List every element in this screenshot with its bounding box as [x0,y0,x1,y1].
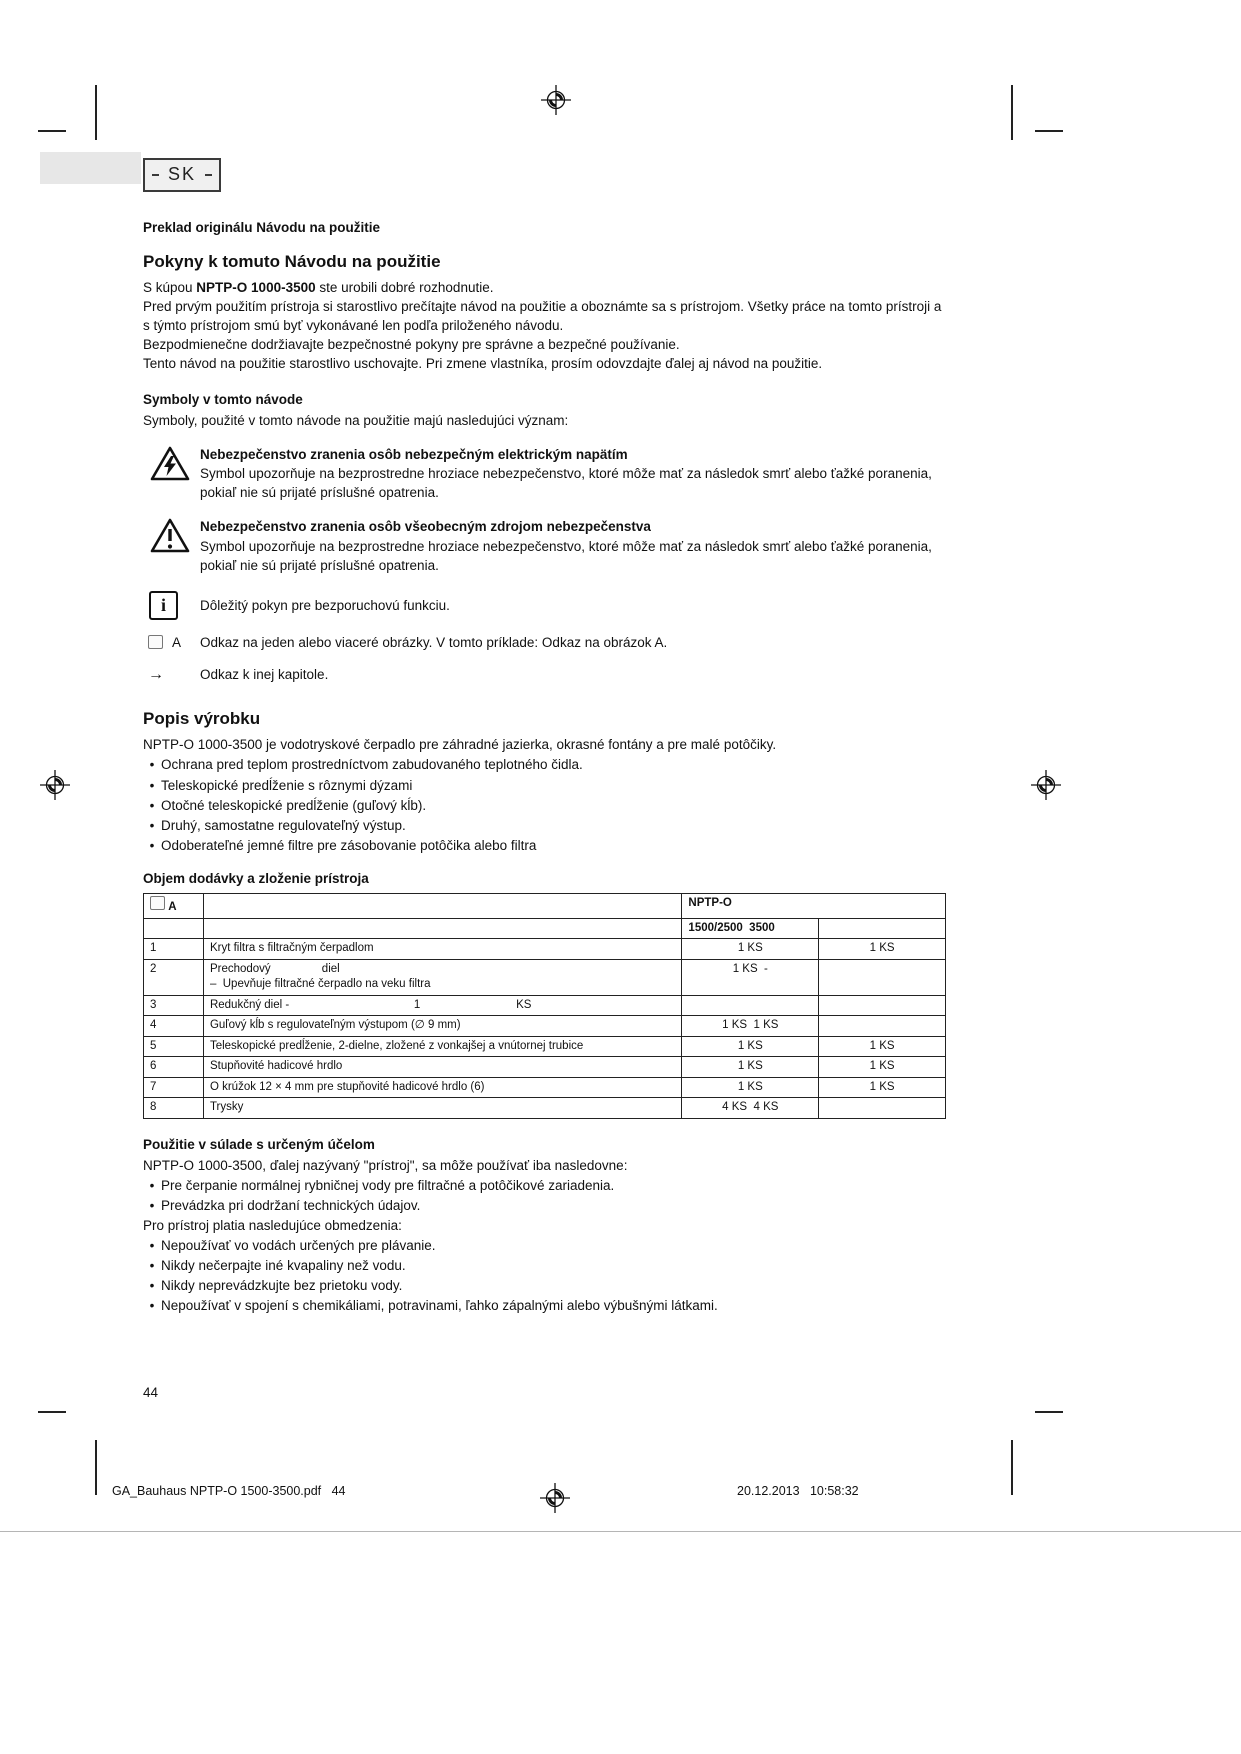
symbol-general-body [200,517,946,574]
figure-reference-label [143,633,200,652]
table-row [144,959,946,995]
restriction-bullet-text: Nikdy neprevádzkujte bez prietoku vody. [161,1278,403,1294]
symbol-general-title: Nebezpečenstvo zranenia osôb všeobecným zdrojom nebezpečenstva [200,519,651,535]
table-header-row-1 [144,894,946,919]
intro-paragraph-3: Bezpodmienečne dodržiavajte bezpečnostné pokyny pre správne a bezpečné používanie. [143,337,680,353]
reference-chapter-row [143,665,946,684]
figure-reference-letter: A [172,634,182,650]
registration-mark-top-icon [541,85,571,115]
figure-checkbox-icon [148,635,163,649]
usage-bullet [143,1196,946,1215]
row-number: 1 [144,939,204,960]
table-header-figure-letter: A [168,901,177,914]
row-qty-1: 1 KS [682,1057,819,1078]
row-number: 2 [144,959,204,995]
crop-mark-left-bottom [38,1411,66,1413]
description-bullet [143,776,946,795]
chapter-reference-text: Odkaz k inej kapitole. [200,666,329,682]
delivery-scope-table [143,893,946,1119]
intro-paragraph-2: Pred prvým použitím prístroja si starostlivo prečítajte návod na použitie a oboznámte sa s prístrojom. Všetky práce na tomto prístroji a s týmto prístrojom smú byť vykonávané len podľa priloženého návodu. [143,298,942,334]
row-qty-2 [819,959,946,995]
general-warning-icon [143,517,200,574]
usage-bullet-text: Prevádzka pri dodržaní technických údajov. [161,1198,421,1214]
bullet-icon: • [149,757,155,773]
row-number: 5 [144,1036,204,1057]
row-qty-1: 4 KS 4 KS [682,1098,819,1119]
symbol-item-general [143,517,946,574]
row-qty-1: 1 KS [682,939,819,960]
print-gray-strip [40,152,141,184]
figure-checkbox-icon [150,896,165,910]
arrow-icon: → [148,665,164,683]
registration-mark-left-icon [40,770,70,800]
row-description: Redukčný diel - 1 KS [203,995,681,1016]
bullet-icon: • [149,1198,155,1214]
row-description: Trysky [203,1098,681,1119]
tag-tick-right [205,174,212,176]
section-title-description: Popis výrobku [143,709,261,729]
row-description: Teleskopické predĺženie, 2-dielne, zložené z vonkajšej a vnútornej trubice [203,1036,681,1057]
row-description-line2: – Upevňuje filtračné čerpadlo na veku filtra [209,978,431,991]
bullet-icon: • [149,1237,155,1253]
crop-mark-bottom-right [1011,1440,1013,1495]
symbol-item-electric [143,445,946,502]
symbols-heading: Symboly v tomto návode [143,391,303,407]
restriction-bullet-text: Nikdy nečerpajte iné kvapaliny než vodu. [161,1257,406,1273]
table-row [144,995,946,1016]
crop-mark-bottom-left [95,1440,97,1495]
usage-bullet-text: Pre čerpanie normálnej rybničnej vody pre filtračné a potôčikové zariadenia. [161,1178,615,1194]
footer-datetime: 20.12.2013 10:58:32 [737,1484,859,1498]
row-qty-1: 1 KS 1 KS [682,1016,819,1037]
table-row [144,1077,946,1098]
usage-bullet [143,1176,946,1195]
row-qty-1: 1 KS [682,1036,819,1057]
reference-images-row [143,633,946,652]
row-number: 8 [144,1098,204,1119]
table-header-desc-cell [203,894,681,919]
description-bullet [143,836,946,855]
row-qty-2: 1 KS [819,1077,946,1098]
table-header-models: 1500/2500 3500 [682,918,819,939]
row-qty-2 [819,995,946,1016]
table-header-figure-cell [144,894,204,919]
bullet-icon: • [149,838,155,854]
crop-mark-right-bottom [1035,1411,1063,1413]
crop-mark-top-right [1011,85,1013,140]
usage-intro: NPTP-O 1000-3500, ďalej nazývaný "prístroj", sa môže používať iba nasledovne: [143,1158,628,1174]
row-number: 3 [144,995,204,1016]
table-header-row-2 [144,918,946,939]
intro-paragraph-4: Tento návod na použitie starostlivo uschovajte. Pri zmene vlastníka, prosím odovzdajte ďalej aj návod na použitie. [143,356,823,372]
bullet-icon: • [149,817,155,833]
description-bullet [143,796,946,815]
symbol-electric-title: Nebezpečenstvo zranenia osôb nebezpečným elektrickým napätím [200,446,628,462]
symbol-electric-body [200,445,946,502]
registration-mark-bottom-icon [540,1483,570,1513]
description-bullet-text: Ochrana pred teplom prostredníctvom zabudovaného teplotného čidla. [161,757,583,773]
restriction-bullet-text: Nepoužívať v spojení s chemikáliami, potravinami, ľahko zápalnými alebo výbušnými látkami. [161,1298,718,1314]
table-row [144,1098,946,1119]
crop-mark-top-left [95,85,97,140]
scope-heading: Objem dodávky a zloženie prístroja [143,871,369,887]
table-row [144,1036,946,1057]
row-number: 4 [144,1016,204,1037]
description-bullet [143,755,946,774]
crop-mark-left-top [38,130,66,132]
symbol-item-info [143,591,946,620]
page-number: 44 [143,1385,159,1400]
row-qty-1: 1 KS [682,1077,819,1098]
row-description: Guľový kĺb s regulovateľným výstupom (∅ 9 mm) [203,1016,681,1037]
footer-divider [0,1531,1241,1532]
crop-mark-right-top [1035,130,1063,132]
restriction-bullet [143,1296,946,1315]
bullet-icon: • [149,797,155,813]
table-row [144,1016,946,1037]
restriction-bullet [143,1256,946,1275]
row-qty-1: 1 KS - [682,959,819,995]
restriction-bullet [143,1236,946,1255]
translation-note: Preklad originálu Návodu na použitie [143,219,381,235]
bullet-icon: • [149,1298,155,1314]
table-header-product: NPTP-O [682,894,946,919]
table-row [144,1057,946,1078]
usage-restrictions-intro: Pro prístroj platia nasledujúce obmedzenia: [143,1217,402,1233]
row-description: Stupňovité hadicové hrdlo [203,1057,681,1078]
description-bullet-text: Teleskopické predĺženie s rôznymi dýzami [161,777,413,793]
chapter-reference-label [143,665,200,684]
description-bullet-text: Druhý, samostatne regulovateľný výstup. [161,817,406,833]
row-qty-2: 1 KS [819,1036,946,1057]
symbol-info-text: Dôležitý pokyn pre bezporuchovú funkciu. [200,597,450,613]
language-tag-box [143,158,221,192]
row-number: 7 [144,1077,204,1098]
section-title-instructions: Pokyny k tomuto Návodu na použitie [143,251,441,271]
symbols-intro: Symboly, použité v tomto návode na použitie majú nasledujúci význam: [143,412,569,428]
table-row [144,939,946,960]
high-voltage-warning-icon [143,445,200,502]
intro-p1-post: ste urobili dobré rozhodnutie. [315,279,494,295]
info-icon: i [143,591,200,620]
description-bullet [143,816,946,835]
registration-mark-right-icon [1031,770,1061,800]
description-bullet-text: Odoberateľné jemné filtre pre zásobovanie potôčika alebo filtra [161,838,537,854]
row-qty-2 [819,1016,946,1037]
row-qty-2 [819,1098,946,1119]
symbol-general-text: Symbol upozorňuje na bezprostredne hroziace nebezpečenstvo, ktoré môže mať za následok smrť alebo ťažké poranenia, pokiaľ nie sú prijaté príslušné opatrenia. [200,538,932,573]
figure-reference-text: Odkaz na jeden alebo viaceré obrázky. V tomto príklade: Odkaz na obrázok A. [200,634,668,650]
bullet-icon: • [149,1178,155,1194]
row-qty-1 [682,995,819,1016]
usage-heading: Použitie v súlade s určeným účelom [143,1137,375,1152]
footer-filename: GA_Bauhaus NPTP-O 1500-3500.pdf 44 [112,1484,346,1498]
bullet-icon: • [149,777,155,793]
restriction-bullet [143,1276,946,1295]
product-name: NPTP-O 1000-3500 [196,279,316,295]
intro-paragraph-1 [143,278,946,297]
tag-tick-left [152,174,159,176]
description-intro: NPTP-O 1000-3500 je vodotryskové čerpadlo pre záhradné jazierka, okrasné fontány a pre malé potôčiky. [143,737,777,753]
description-bullet-text: Otočné teleskopické predĺženie (guľový kĺb). [161,797,427,813]
row-number: 6 [144,1057,204,1078]
row-description: Prechodový diel – Upevňuje filtračné čerpadlo na veku filtra [203,959,681,995]
restriction-bullet-text: Nepoužívať vo vodách určených pre plávanie. [161,1237,436,1253]
bullet-icon: • [149,1278,155,1294]
row-description: Kryt filtra s filtračným čerpadlom [203,939,681,960]
row-description: O krúžok 12 × 4 mm pre stupňovité hadicové hrdlo (6) [203,1077,681,1098]
page-content [143,158,946,1315]
row-qty-2: 1 KS [819,939,946,960]
language-tag-label: SK [168,164,197,184]
bullet-icon: • [149,1257,155,1273]
row-qty-2: 1 KS [819,1057,946,1078]
intro-p1-pre: S kúpou [143,279,197,295]
symbol-electric-text: Symbol upozorňuje na bezprostredne hroziace nebezpečenstvo, ktoré môže mať za následok smrť alebo ťažké poranenia, pokiaľ nie sú prijaté príslušné opatrenia. [200,466,932,501]
